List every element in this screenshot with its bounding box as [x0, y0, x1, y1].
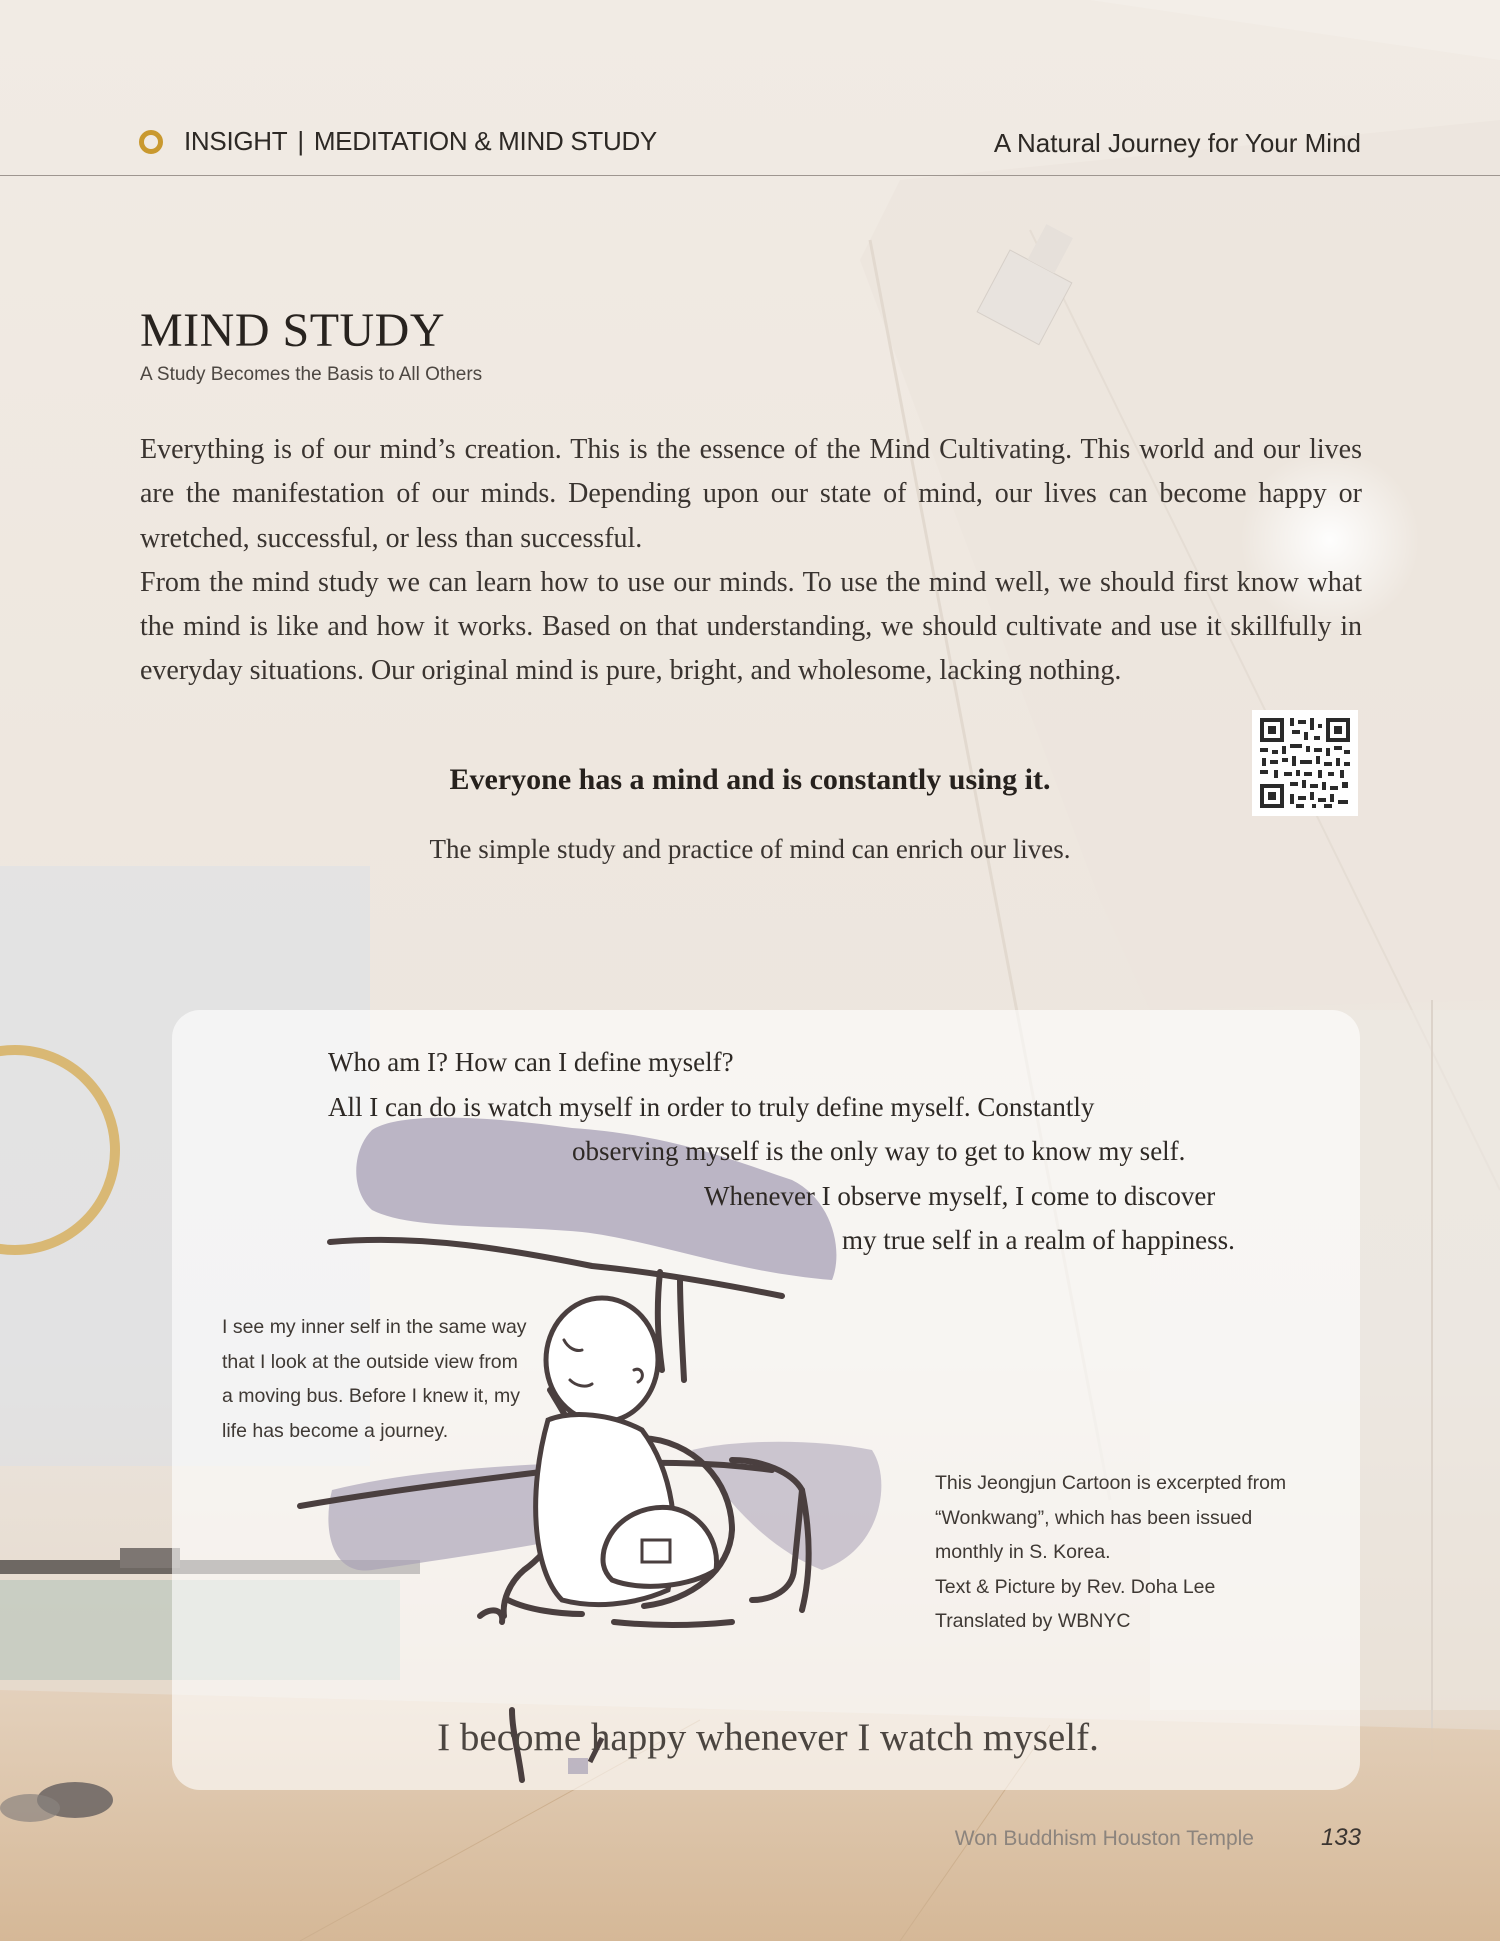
- highlight-statement: Everyone has a mind and is constantly using it.: [449, 763, 1051, 796]
- poem-line: Whenever I observe myself, I come to discover: [704, 1181, 1216, 1211]
- header-tagline: A Natural Journey for Your Mind: [993, 128, 1361, 158]
- page-header: [0, 0, 1500, 178]
- side-note-line: that I look at the outside view from: [222, 1350, 518, 1373]
- cartoon-credit: [935, 1466, 1286, 1639]
- credit-line: Translated by WBNYC: [935, 1610, 1131, 1632]
- credit-line: This Jeongjun Cartoon is excerpted from: [935, 1472, 1287, 1494]
- body-paragraph: From the mind study we can learn how to use our minds. To use the mind well, we should first know what the mind is like and how it works. Based on that understanding, we should cultivate and use it skillfully in everyday situations. Our original mind is pure, bright, and wholesome, lacking nothing.: [140, 566, 1362, 687]
- section-name: INSIGHT: [184, 126, 288, 156]
- poem-line: All I can do is watch myself in order to truly define myself. Constantly: [328, 1092, 1095, 1122]
- cartoon-caption: I become happy whenever I watch myself.: [437, 1716, 1099, 1759]
- highlight-substatement: The simple study and practice of mind can enrich our lives.: [429, 834, 1071, 864]
- cartoon-side-note: [222, 1310, 572, 1448]
- poem-line: Who am I? How can I define myself?: [328, 1047, 734, 1077]
- header-divider: [0, 175, 1500, 176]
- article-subtitle: A Study Becomes the Basis to All Others: [140, 364, 483, 385]
- section-separator: |: [297, 126, 304, 156]
- cartoon-panel: [172, 1010, 1360, 1790]
- footer-organization: Won Buddhism Houston Temple: [954, 1827, 1254, 1850]
- credit-line: “Wonkwang”, which has been issued: [935, 1506, 1253, 1529]
- side-note-line: I see my inner self in the same way: [222, 1316, 527, 1338]
- article-title: MIND STUDY: [140, 304, 445, 357]
- side-note-line: a moving bus. Before I knew it, my: [222, 1385, 521, 1407]
- credit-line: monthly in S. Korea.: [935, 1541, 1111, 1563]
- gold-ring-icon: [139, 130, 163, 154]
- article-body: [140, 428, 1362, 694]
- poem-line: my true self in a realm of happiness.: [842, 1225, 1235, 1255]
- credit-line: Text & Picture by Rev. Doha Lee: [935, 1575, 1216, 1598]
- poem-line: observing myself is the only way to get to know my self.: [572, 1136, 1186, 1166]
- body-paragraph: Everything is of our mind’s creation. This is the essence of the Mind Cultivating. This world and our lives are the manifestation of our minds. Depending upon our state of mind, our lives can become happy or wretched, successful, or less than successful.: [140, 434, 1362, 554]
- side-note-line: life has become a journey.: [222, 1419, 449, 1442]
- section-label: [184, 126, 657, 157]
- page-number: 133: [1320, 1824, 1361, 1851]
- section-category: MEDITATION & MIND STUDY: [313, 126, 657, 156]
